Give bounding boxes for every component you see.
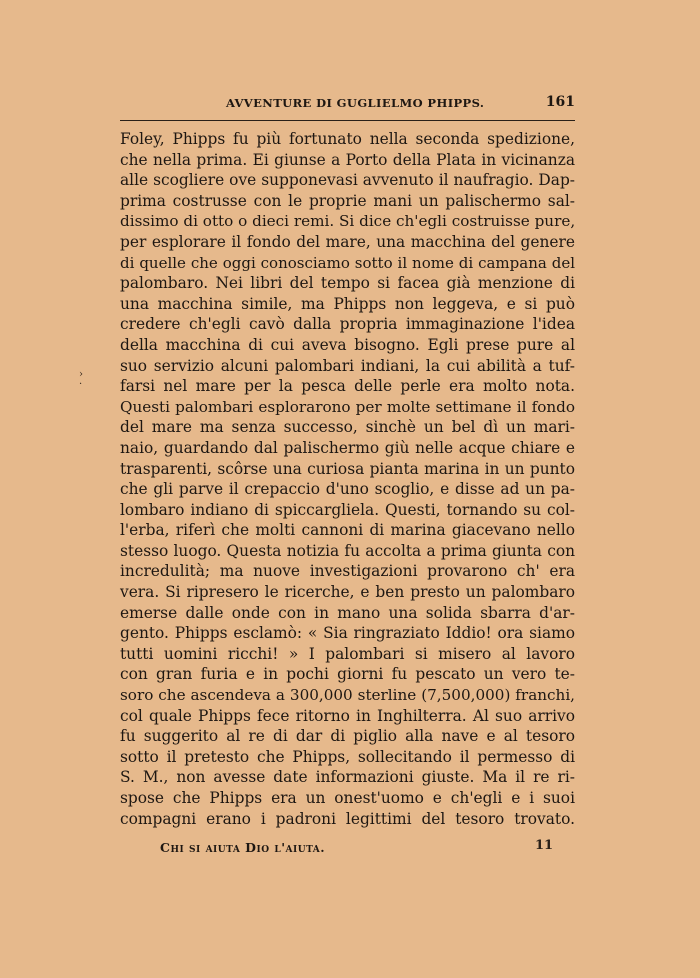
text-line: S. M., non avesse date informazioni giuste. Ma il re ri- [120, 768, 575, 787]
text-line: dissimo di otto o dieci remi. Si dice ch'egli costruisse pure, [120, 212, 576, 231]
text-line: palombaro. Nei libri del tempo si facea già menzione di [120, 274, 575, 293]
text-line: della macchina di cui aveva bisogno. Egli prese pure al [120, 335, 575, 354]
text-line: col quale Phipps fece ritorno in Inghilterra. Al suo arrivo [120, 706, 575, 725]
page-number: 161 [545, 94, 575, 110]
text-line: per esplorare il fondo del mare, una macchina del genere [120, 232, 575, 251]
page-header [120, 94, 575, 114]
text-line: credere ch'egli cavò dalla propria immaginazione l'idea [120, 315, 575, 334]
text-line: soro che ascendeva a 300,000 sterline (7,500,000) franchi, [120, 686, 575, 705]
text-line: con gran furia e in pochi giorni fu pescato un vero te- [120, 665, 575, 684]
footer-title: Chi si aiuta Dio l'aiuta. [160, 840, 326, 855]
text-line: sotto il pretesto che Phipps, sollecitando il permesso di [120, 747, 575, 766]
text-line: alle scogliere ove supponevasi avvenuto il naufragio. Dap- [120, 171, 575, 190]
text-line: una macchina simile, ma Phipps non leggeva, e si può [120, 294, 575, 313]
text-line: che gli parve il crepaccio d'uno scoglio, e disse ad un pa- [120, 480, 575, 499]
text-line: tutti uomini ricchi! » I palombari si misero al lavoro [120, 644, 575, 663]
text-line: lombaro indiano di spiccargliela. Questi, tornando su col- [120, 500, 575, 519]
printer-signature-mark: 11 [535, 838, 554, 853]
text-line: farsi nel mare per la pesca delle perle era molto nota. [120, 377, 575, 396]
body-text [120, 129, 575, 829]
text-line: prima costrusse con le proprie mani un palischermo sal- [120, 191, 575, 210]
text-line: Questi palombari esplorarono per molte settimane il fondo [120, 397, 575, 416]
text-line: stesso luogo. Questa notizia fu accolta a prima giunta con [120, 541, 575, 560]
text-line: gento. Phipps esclamò: « Sia ringraziato Iddio! ora siamo [120, 624, 575, 643]
text-line: Foley, Phipps fu più fortunato nella seconda spedizione, [120, 130, 575, 148]
text-line: incredulità; ma nuove investigazioni provarono ch' era [120, 562, 575, 581]
text-line: di quelle che oggi conosciamo sotto il nome di campana del [120, 253, 575, 272]
header-rule [120, 120, 575, 121]
running-head: AVVENTURE DI GUGLIELMO PHIPPS. [226, 96, 485, 110]
text-line: suo servizio alcuni palombari indiani, la cui abilità a tuf- [120, 356, 575, 375]
margin-marks: › · [79, 369, 83, 390]
text-line: compagni erano i padroni legittimi del tesoro trovato. [120, 809, 575, 828]
text-line: spose che Phipps era un onest'uomo e ch'egli e i suoi [120, 789, 575, 807]
text-line: trasparenti, scôrse una curiosa pianta marina in un punto [120, 459, 575, 478]
text-line: naio, guardando dal palischermo giù nelle acque chiare e [120, 438, 575, 457]
text-line: l'erba, riferì che molti cannoni di marina giacevano nello [120, 521, 575, 540]
text-line: vera. Si ripresero le ricerche, e ben presto un palombaro [120, 583, 575, 602]
text-line: emerse dalle onde con in mano una solida sbarra d'ar- [120, 603, 575, 622]
text-line: del mare ma senza successo, sinchè un bel dì un mari- [120, 418, 575, 437]
text-line: che nella prima. Ei giunse a Porto della Plata in vicinanza [120, 150, 575, 169]
text-line: fu suggerito al re di dar di piglio alla nave e al tesoro [120, 727, 575, 746]
